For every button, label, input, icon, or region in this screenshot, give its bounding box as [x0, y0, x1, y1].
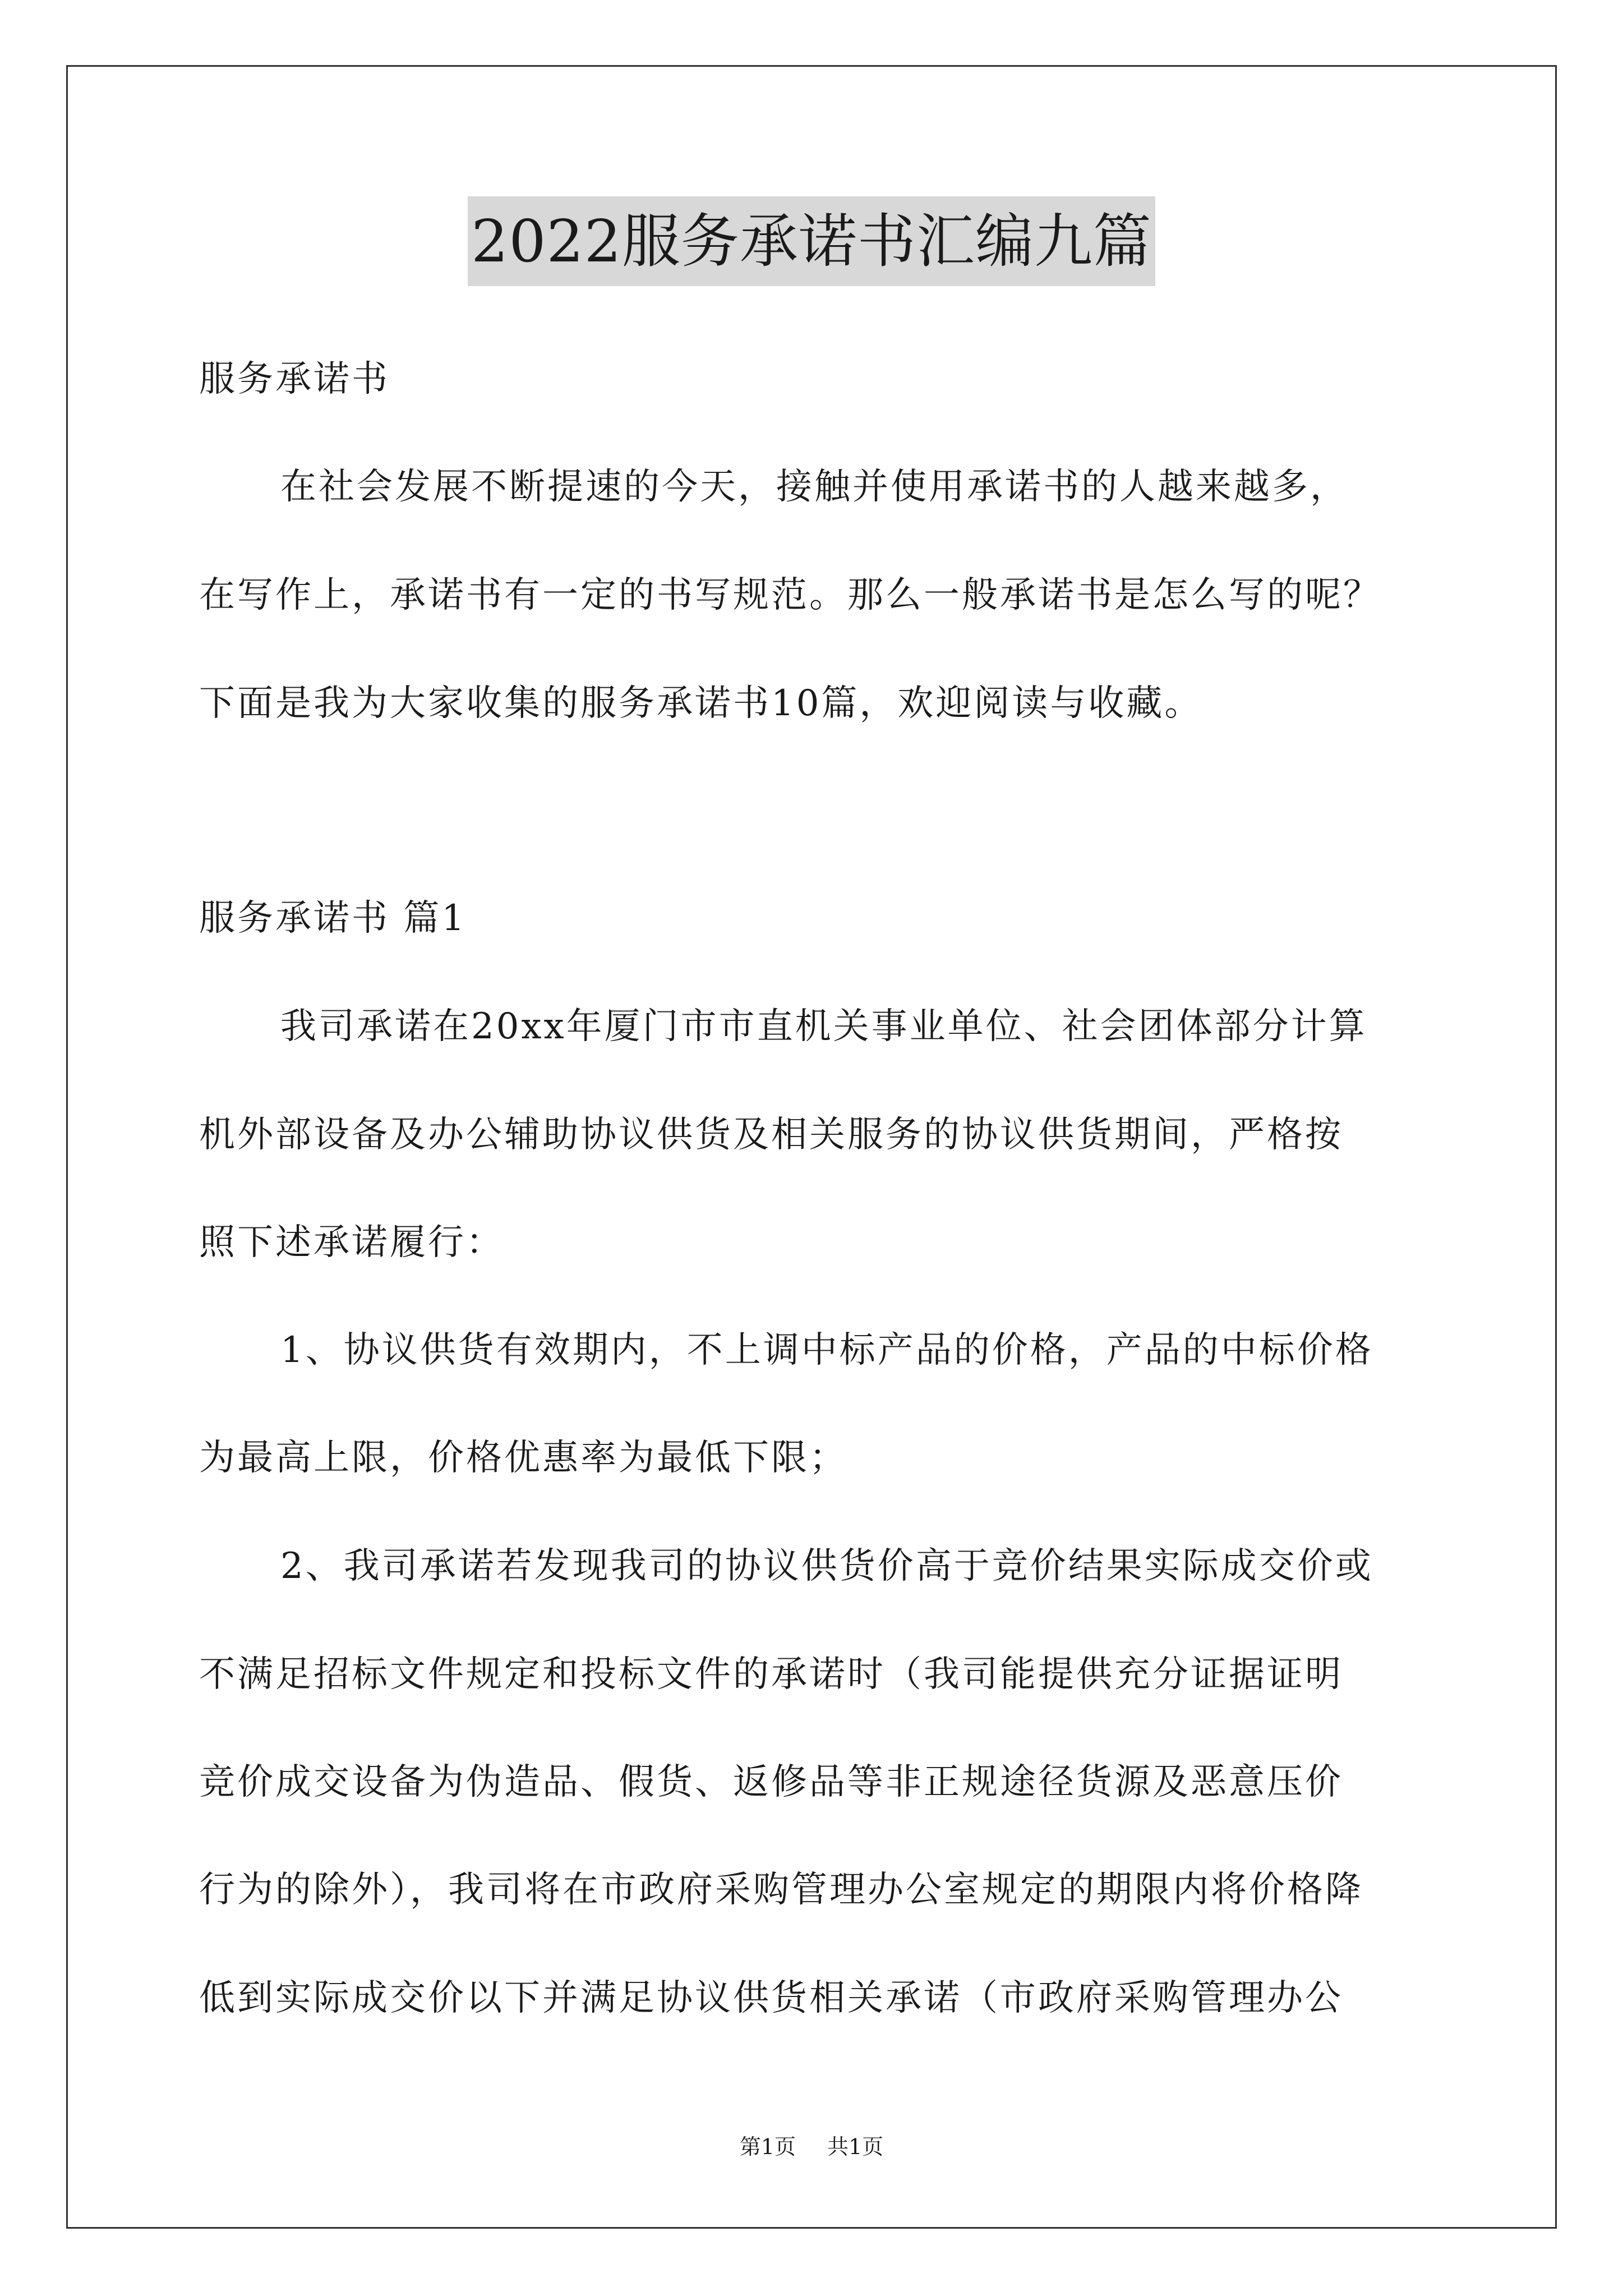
paragraph-line: 机外部设备及办公辅助协议供货及相关服务的协议供货期间，严格按 [199, 1114, 1343, 1156]
paragraph-line: 2、我司承诺若发现我司的协议供货价高于竞价结果实际成交价或 [280, 1545, 1373, 1587]
page-footer [0, 2133, 1623, 2161]
page-total: 共1页 [827, 2134, 884, 2159]
paragraph-line: 1、协议供货有效期内，不上调中标产品的价格，产品的中标价格 [280, 1329, 1373, 1371]
document-title: 2022服务承诺书汇编九篇 [468, 196, 1155, 286]
title-container [0, 196, 1623, 286]
paragraph-line: 为最高上限，价格优惠率为最低下限； [199, 1437, 847, 1479]
paragraph-line: 不满足招标文件规定和投标文件的承诺时（我司能提供充分证据证明 [199, 1654, 1343, 1695]
paragraph-line: 在写作上，承诺书有一定的书写规范。那么一般承诺书是怎么写的呢？ [199, 574, 1381, 616]
paragraph-line: 在社会发展不断提速的今天，接触并使用承诺书的人越来越多， [280, 466, 1348, 508]
paragraph-line: 下面是我为大家收集的服务承诺书10篇，欢迎阅读与收藏。 [199, 683, 1203, 724]
page-number: 第1页 [739, 2134, 796, 2159]
paragraph-line: 行为的除外），我司将在市政府采购管理办公室规定的期限内将价格降 [199, 1869, 1363, 1911]
paragraph-line: 照下述承诺履行： [199, 1222, 504, 1263]
paragraph-line: 竞价成交设备为伪造品、假货、返修品等非正规途径货源及恶意压价 [199, 1761, 1343, 1803]
section-heading: 服务承诺书 篇1 [199, 898, 467, 939]
section-heading: 服务承诺书 [199, 358, 390, 400]
paragraph-line: 我司承诺在20xx年厦门市市直机关事业单位、社会团体部分计算 [280, 1006, 1367, 1047]
paragraph-line: 低到实际成交价以下并满足协议供货相关承诺（市政府采购管理办公 [199, 1977, 1343, 2019]
